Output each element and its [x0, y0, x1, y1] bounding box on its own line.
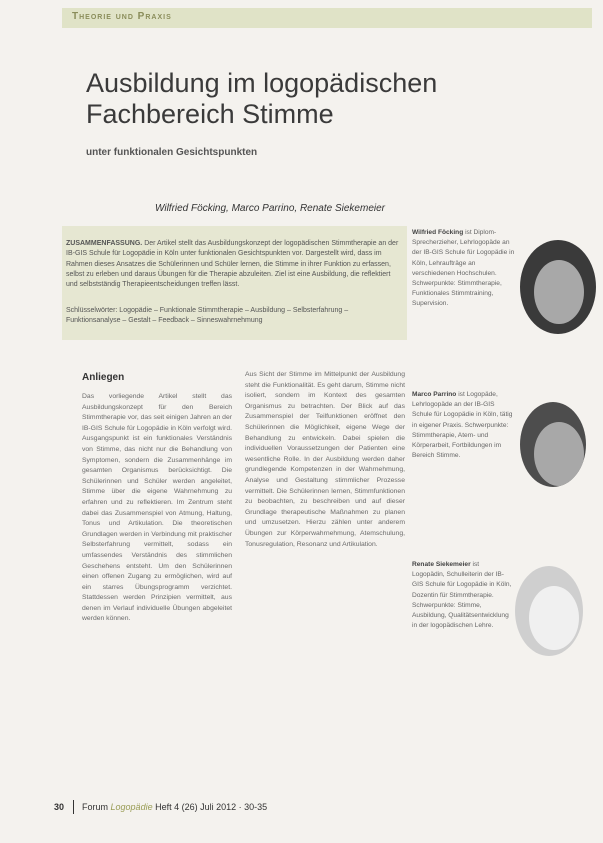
bio-text: ist Diplom-Sprecherzieher, Lehrlogopäde an der IB-GIS Schule für Logopädie in Köln, Lehraufträge an verschiedenen Hochschulen. Schwerpunkte: Stimmtherapie, Funktionales Stimmtraining, Supervision.: [412, 229, 515, 308]
section-label: Theorie und Praxis: [72, 11, 172, 22]
article-title: Ausbildung im logopädischen Fachbereich Stimme: [86, 68, 438, 129]
footer-brand: Logopädie: [110, 802, 153, 812]
article-authors: Wilfried Föcking, Marco Parrino, Renate Siekemeier: [155, 203, 385, 214]
footer-prefix: Forum: [82, 802, 109, 812]
bio-name: Wilfried Föcking: [412, 229, 464, 236]
abstract-label: ZUSAMMENFASSUNG.: [66, 240, 143, 247]
abstract-text: [66, 239, 402, 290]
body-column-2: Aus Sicht der Stimme im Mittelpunkt der Ausbildung steht die Funktionalität. Es geht darum, Stimme nicht isoliert, sondern im Kontext des gesamten Organismus zu betrachten. Der Blick auf das Zusammenspiel der Teilfunktionen eröffnet den Schülerinnen die Möglichkeit, eigene Wege der Behandlung zu entwickeln. Dabei spielen die individuellen Voraussetzungen der Patienten eine wesentliche Rolle. In der Ausbildung werden daher grundlegende Kompetenzen in der Wahrnehmung, Analyse und Gestaltung stimmlicher Prozesse vermittelt. Die Schülerinnen lernen, Stimmfunktionen zu beobachten, zu beschreiben und auf dieser Grundlage therapeutische Maßnahmen zu planen und umzusetzen. Hierzu zählen unter anderem Übungen zur Körperwahrnehmung, Atemschulung, Tonusregulation, Resonanz und Artikulation.: [245, 371, 405, 548]
section-heading-anliegen: Anliegen: [82, 372, 125, 383]
author-photo-parrino: [520, 402, 586, 487]
bio-name: Marco Parrino: [412, 391, 457, 398]
footer-divider: [73, 800, 74, 814]
page-number: 30: [54, 802, 65, 812]
abstract-box: [62, 226, 407, 340]
footer-source: [82, 802, 267, 812]
bio-text: ist Logopädin, Schulleiterin der IB-GIS Schule für Logopädie in Köln, Dozentin für Stimmtherapie. Schwerpunkte: Stimme, Ausbildung, Qualitätsentwicklung in der logopädischen Lehre.: [412, 561, 512, 630]
bio-name: Renate Siekemeier: [412, 561, 471, 568]
footer-issue: Heft 4 (26) Juli 2012 · 30-35: [155, 802, 268, 812]
author-photo-siekemeier: [515, 566, 583, 656]
abstract-body: Der Artikel stellt das Ausbildungskonzept der logopädischen Stimmtherapie an der IB-GIS Schule für Logopädie in Köln unter funktionalen Gesichtspunkten vor. Dargestellt wird, dass im Rahmen dieses Ansatzes die Schülerinnen und Schüler lernen, die Stimme in ihrer Funktion zu erfassen, selbst zu erleben und daraus Übungen für die Therapie abzuleiten. Ziel ist eine Ausbildung, die reflektiert und selbstständig Therapieentscheidungen treffen lässt.: [66, 240, 399, 289]
abstract-keywords: Schlüsselwörter: Logopädie – Funktionale Stimmtherapie – Ausbildung – Selbsterfahrung – Funktionsanalyse – Gestalt – Feedback – Sinneswahrnehmung: [66, 307, 349, 325]
section-bar: [62, 8, 592, 28]
author-photo-focking: [520, 240, 596, 334]
page-footer: [54, 800, 594, 820]
article-subtitle: unter funktionalen Gesichtspunkten: [86, 147, 258, 158]
body-column-1: Das vorliegende Artikel stellt das Ausbildungskonzept für den Bereich Stimmtherapie vor, das seit einigen Jahren an der IB-GIS Schule für Logopädie in Köln verfolgt wird. Ausgangspunkt ist ein funktionales Verständnis von Stimme, das nicht nur die Behandlung von Symptomen, sondern die Zusammenhänge im gesamten Organismus berücksichtigt. Die Schülerinnen und Schüler werden angeleitet, Stimme über die eigene Wahrnehmung zu erfahren und zu reflektieren. Im Zentrum steht dabei das Zusammenspiel von Atmung, Haltung, Tonus und Artikulation. Die theoretischen Grundlagen werden in Verbindung mit praktischer Selbsterfahrung vermittelt, sodass ein umfassendes Verständnis des stimmlichen Geschehens entsteht. Um den Schülerinnen einen offenen Zugang zu ermöglichen, wird auf ein starres Übungsprogramm verzichtet. Stattdessen werden Prinzipien vermittelt, aus denen im Verlauf individuelle Übungen abgeleitet werden können.: [82, 393, 232, 623]
bio-text: ist Logopäde, Lehrlogopäde an der IB-GIS Schule für Logopädie in Köln, tätig in eigener Praxis. Schwerpunkte: Stimmtherapie, Atem- und Körperarbeit, Fortbildungen im Bereich Stimme.: [412, 391, 513, 460]
